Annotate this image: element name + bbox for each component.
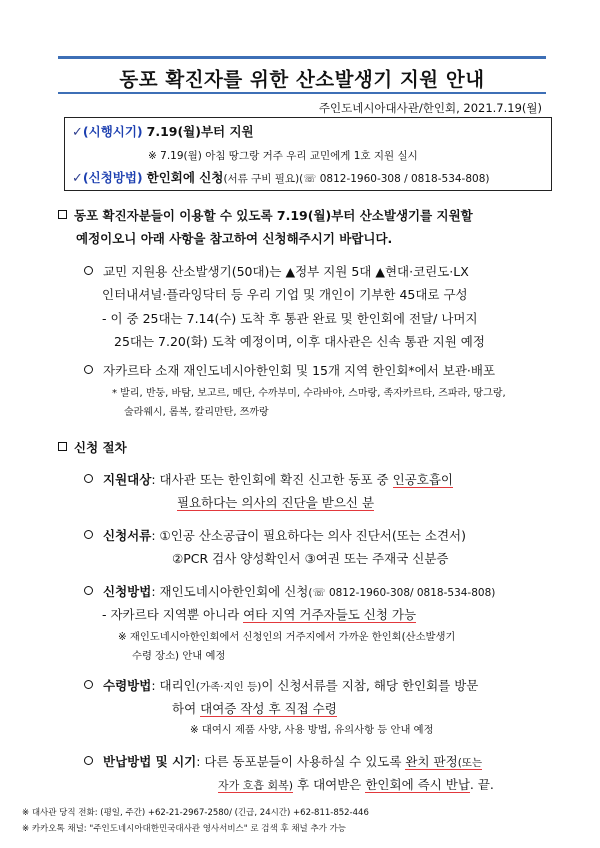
receive-line-1: 수령방법: 대리인(가족·지인 등)이 신청서류를 지참, 해당 한인회를 방문 — [84, 676, 478, 694]
footer-embassy-phone: ※ 대사관 당직 전화: (평일, 주간) +62-21-2967-2580/ (긴급, 24시간) +62-811-852-446 — [22, 808, 369, 818]
timing-value: 7.19(월)부터 지원 — [146, 124, 254, 139]
check-icon: ✓ — [72, 125, 83, 140]
method-line-1: 신청방법: 재인도네시아한인회에 신청(☏ 0812-1960-308/ 0818-534-808) — [84, 582, 495, 600]
method-note: (서류 구비 필요)(☏ 0812-1960-308 / 0818-534-808) — [223, 173, 490, 185]
item-a-sub-2: 25대는 7.20(화) 도착 예정이며, 이후 대사관은 신속 통관 지원 예정 — [114, 334, 485, 349]
item-b-note-2: 술라웨시, 롬복, 칼리만탄, 쯔까랑 — [124, 407, 269, 418]
method-sub: - 자카르타 지역뿐 아니라 여타 지역 거주자들도 신청 가능 — [102, 607, 417, 622]
square-bullet-icon — [58, 210, 67, 219]
target-line-1: 지원대상: 대사관 또는 한인회에 확진 신고한 동포 중 인공호흡이 — [84, 470, 453, 488]
title-top-rule — [58, 56, 546, 59]
check-icon: ✓ — [72, 171, 83, 186]
method-note-2: 수령 장소) 안내 예정 — [132, 650, 226, 662]
method-tag: (신청방법) — [82, 170, 143, 185]
circle-bullet-icon — [84, 530, 93, 539]
receive-line-2: 하여 대여증 작성 후 직접 수령 — [172, 701, 337, 716]
receive-note: ※ 대여시 제품 사양, 사용 방법, 유의사항 등 안내 예정 — [190, 724, 434, 736]
item-a-line-1: 교민 지원용 산소발생기(50대)는 ▲정부 지원 5대 ▲현대·코린도·LX — [84, 262, 469, 280]
intro-line-1: 동포 확진자분들이 이용할 수 있도록 7.19(월)부터 산소발생기를 지원할 — [58, 206, 473, 224]
circle-bullet-icon — [84, 474, 93, 483]
summary-row-timing — [72, 122, 254, 140]
timing-tag: (시행시기) — [82, 124, 143, 139]
circle-bullet-icon — [84, 586, 93, 595]
item-b-line-1: 자카르타 소재 재인도네시아한인회 및 15개 지역 한인회*에서 보관·배포 — [84, 361, 495, 379]
method-note-1: ※ 재인도네시아한인회에서 신청인의 거주지에서 가까운 한인회(산소발생기 — [118, 631, 456, 643]
return-line-1: 반납방법 및 시기: 다른 동포분들이 사용하실 수 있도록 완치 판정(또는 — [84, 752, 482, 770]
target-line-2: 필요하다는 의사의 진단을 받으신 분 — [177, 495, 375, 510]
square-bullet-icon — [58, 442, 67, 451]
timing-note: ※ 7.19(월) 아침 땅그랑 거주 우리 교민에게 1호 지원 실시 — [148, 150, 418, 162]
item-a-sub-1: - 이 중 25대는 7.14(수) 도착 후 통관 완료 및 한인회에 전달/ 나머지 — [102, 311, 478, 326]
title-bottom-rule — [58, 92, 546, 94]
footer-kakao-channel: ※ 카카오톡 채널: "주인도네시아대한민국대사관 영사서비스" 로 검색 후 채널 추가 가능 — [22, 824, 347, 834]
intro-line-2: 예정이오니 아래 사항을 참고하여 신청해주시기 바랍니다. — [76, 231, 393, 246]
circle-bullet-icon — [84, 266, 93, 275]
item-a-line-2: 인터내셔널·플라잉닥터 등 우리 기업 및 개인이 기부한 45대로 구성 — [102, 287, 468, 302]
method-value: 한인회에 신청 — [146, 170, 224, 185]
docs-line-2: ②PCR 검사 양성확인서 ③여권 또는 주재국 신분증 — [172, 551, 449, 566]
date-line: 주인도네시아대사관/한인회, 2021.7.19(월) — [318, 101, 542, 115]
page-title: 동포 확진자를 위한 산소발생기 지원 안내 — [119, 68, 485, 91]
item-b-note-1: * 발리, 반둥, 바탐, 보고르, 메단, 수까부미, 수라바야, 스마랑, 족자카르타, 즈파라, 땅그랑, — [112, 388, 506, 399]
circle-bullet-icon — [84, 756, 93, 765]
procedure-heading: 신청 절차 — [58, 438, 127, 456]
return-line-2: 자가 호흡 회복) 후 대여받은 한인회에 즉시 반납. 끝. — [218, 777, 494, 792]
summary-row-method — [72, 168, 489, 186]
circle-bullet-icon — [84, 365, 93, 374]
docs-line-1: 신청서류: ①인공 산소공급이 필요하다는 의사 진단서(또는 소견서) — [84, 526, 466, 544]
circle-bullet-icon — [84, 680, 93, 689]
